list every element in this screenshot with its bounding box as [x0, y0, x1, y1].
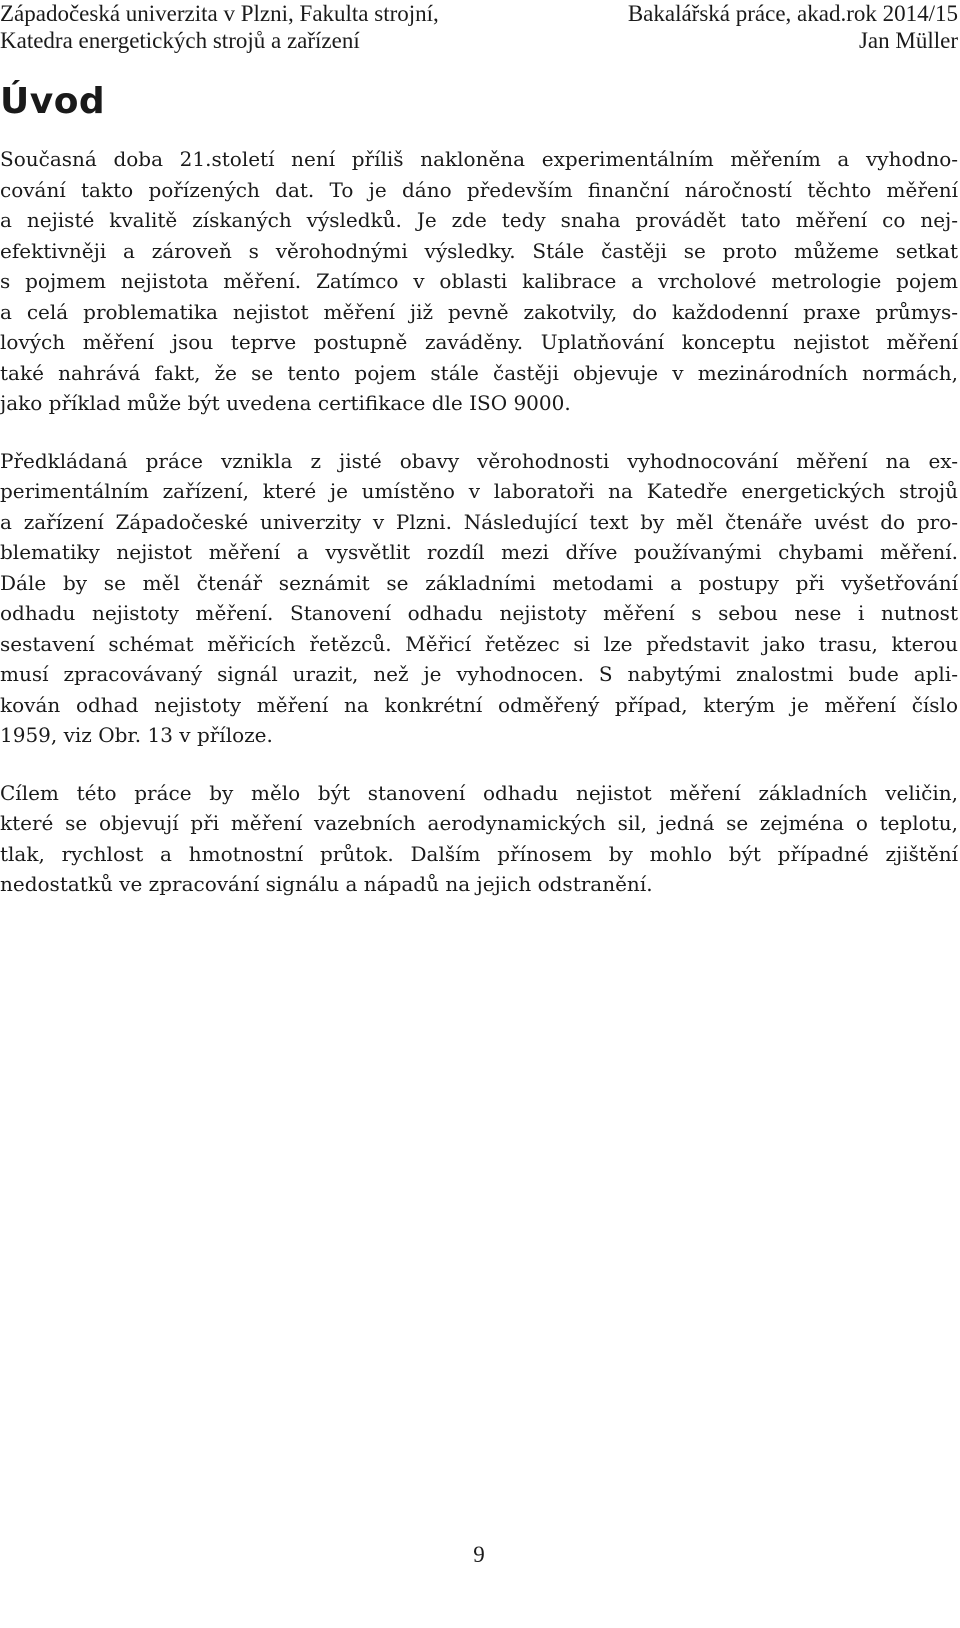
- paragraph-line: lových měření jsou teprve postupně zaváděny. Uplatňování konceptu nejistot měření: [0, 330, 958, 354]
- chapter-title: Úvod: [0, 81, 106, 122]
- paragraph-line: jako příklad může být uvedena certifikace dle ISO 9000.: [0, 391, 571, 415]
- header-department: Katedra energetických strojů a zařízení: [0, 28, 360, 53]
- paragraph-line: sestavení schémat měřicích řetězců. Měřicí řetězec si lze představit jako trasu, kterou: [0, 631, 958, 656]
- paragraph-line: nedostatků ve zpracování signálu a nápadů na jejich odstranění.: [0, 872, 653, 896]
- paragraph-line: Cílem této práce by mělo být stanovení odhadu nejistot měření základních veličin,: [0, 780, 958, 805]
- paragraph-line: a nejisté kvalitě získaných výsledků. Je zde tedy snaha provádět tato měření co nej-: [0, 208, 958, 232]
- paragraph-line: odhadu nejistoty měření. Stanovení odhadu nejistoty měření s sebou nese i nutnost: [0, 601, 958, 625]
- paragraph-line: tlak, rychlost a hmotnostní průtok. Dalším přínosem by mohlo být případné zjištění: [0, 841, 958, 866]
- paragraph-line: Současná doba 21.století není příliš nakloněna experimentálním měřením a vyhodno-: [0, 147, 958, 171]
- running-header-row-2: [0, 27, 958, 54]
- running-header: [0, 0, 958, 54]
- paragraph-3: [0, 778, 958, 900]
- paragraph-line: musí zpracovávaný signál urazit, než je vyhodnocen. S nabytými znalostmi bude apli-: [0, 662, 958, 686]
- header-institution: Západočeská univerzita v Plzni, Fakulta strojní,: [0, 1, 439, 26]
- paragraph-line: cování takto pořízených dat. To je dáno především finanční náročností těchto měření: [0, 177, 958, 202]
- paragraph-line: blematiky nejistot měření a vysvětlit rozdíl mezi dříve používanými chybami měření.: [0, 540, 958, 564]
- header-thesis-type: Bakalářská práce, akad.rok 2014/15: [627, 1, 958, 26]
- paragraph-2: [0, 446, 958, 751]
- paragraph-line: které se objevují při měření vazebních aerodynamických sil, jedná se zejména o teplotu,: [0, 811, 958, 835]
- header-author: Jan Müller: [858, 28, 958, 53]
- page-number: 9: [473, 1542, 485, 1567]
- paragraph-line: kován odhad nejistoty měření na konkrétní odměřený případ, kterým je měření číslo: [0, 692, 958, 717]
- paragraph-line: a celá problematika nejistot měření již pevně zakotvily, do každodenní praxe průmys-: [0, 299, 958, 324]
- paragraph-line: Předkládaná práce vznikla z jisté obavy věrohodnosti vyhodnocování měření na ex-: [0, 448, 958, 473]
- paragraph-line: Dále by se měl čtenář seznámit se základními metodami a postupy při vyšetřování: [0, 570, 958, 595]
- paragraph-1: [0, 144, 958, 419]
- paragraph-line: a zařízení Západočeské univerzity v Plzni. Následující text by měl čtenáře uvést do pro-: [0, 509, 958, 534]
- paragraph-line: perimentálním zařízení, které je umístěno v laboratoři na Katedře energetických strojů: [0, 479, 958, 503]
- running-header-row-1: [0, 0, 958, 27]
- body-text: [0, 144, 958, 927]
- paragraph-line: také nahrává fakt, že se tento pojem stále častěji objevuje v mezinárodních normách,: [0, 360, 958, 385]
- paragraph-line: 1959, viz Obr. 13 v příloze.: [0, 723, 273, 747]
- paragraph-line: s pojmem nejistota měření. Zatímco v oblasti kalibrace a vrcholové metrologie pojem: [0, 269, 958, 293]
- paragraph-line: efektivněji a zároveň s věrohodnými výsledky. Stále častěji se proto můžeme setkat: [0, 238, 958, 263]
